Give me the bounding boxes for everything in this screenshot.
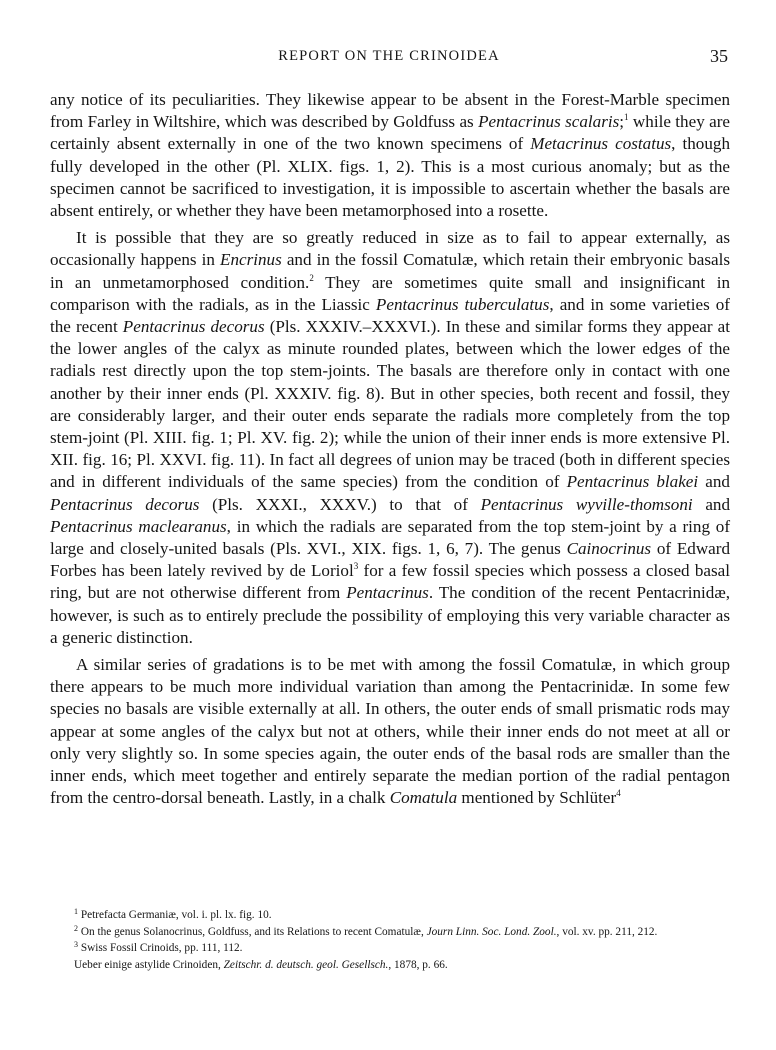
text-run: (Pls. XXXIV.–XXXVI.). In these and similar forms they appear at the lower angles of the calyx as minute rounded plates, between which the lower edges of the radials rest directly upon the top stem-joints. The basals are therefore only in contact with one another by their inner ends (Pl. XXXIV. fig. 8). But in other species, both recent and fossil, they are considerably larger, and their outer ends separate the radials more completely from the top stem-joint (Pl. XIII. fig. 1; Pl. XV. fig. 2); while the union of their inner ends is more extensive Pl. XII. fig. 16; Pl. XXVI. fig. 11). In fact all degrees of union may be traced (both in different species and in different individuals of the same species) from the condition of xyxy=(50,317,730,492)
taxon-name: Pentacrinus xyxy=(346,583,429,603)
text-run: (Pls. XXXI., XXXV.) to that of xyxy=(199,494,481,514)
text-run: for a few fossil species which possess a closed basal ring, but are not otherwise different from xyxy=(50,561,730,603)
text-run: , in which the radials are separated from the top stem-joint by a ring of large and closely-united basals (Pls. XVI., XIX. figs. 1, 6, 7). The genus xyxy=(50,516,731,559)
footnote-ref-3: 3 xyxy=(353,561,359,572)
text-run: , and in some varieties of the recent xyxy=(50,294,730,337)
journal-title: Journ Linn. Soc. Lond. Zool. xyxy=(426,925,557,938)
text-run: while they are certainly absent externally in one of the two known specimens of xyxy=(50,112,731,154)
text-run: mentioned by Schlüter xyxy=(457,788,617,808)
text-run: any notice of its peculiarities. They likewise appear to be absent in the Forest-Marble specimen from Farley in Wiltshire, which was described by Goldfuss as xyxy=(50,90,730,132)
body-text xyxy=(50,89,730,810)
text-run: A similar series of gradations is to be met with among the fossil Comatulæ, in which group there appears to be much more individual variation than among the Pentacrinidæ. In some few species no basals are visible externally at all. In others, the outer ends of small prismatic rods may appear at some angles of the calyx but not at others, while their inner ends do not meet at all or only very slightly so. In some species again, the outer ends of the basal rods are smaller than the inner ends, which meet together and entirely separate the median portion of the radial pentagon from the centro-dorsal beneath. Lastly, in a chalk xyxy=(50,655,730,808)
text-run: ; xyxy=(619,112,625,132)
footnote-mark: 2 xyxy=(74,923,78,933)
taxon-name: Pentacrinus tuberculatus xyxy=(375,294,550,314)
footnote-text: , vol. xv. pp. 211, 212. xyxy=(556,925,658,938)
paragraph-2 xyxy=(50,227,730,649)
taxon-name: Cainocrinus xyxy=(566,539,652,559)
footnote-mark: 1 xyxy=(74,907,78,916)
footnote-text: Petrefacta Germaniæ, vol. i. pl. lx. fig. 10. xyxy=(80,909,272,921)
text-run: and xyxy=(698,472,730,492)
taxon-name: Pentacrinus decorus xyxy=(50,494,200,514)
taxon-name: Metacrinus costatus xyxy=(530,134,672,154)
running-title: REPORT ON THE CRINOIDEA xyxy=(278,48,500,64)
taxon-name: Pentacrinus blakei xyxy=(566,472,699,492)
page-header xyxy=(50,46,728,68)
text-run: It is possible that they are so greatly reduced in size as to fail to appear externally, as occasionally happens in xyxy=(50,228,730,270)
taxon-name: Pentacrinus wyville-thomsoni xyxy=(480,494,693,514)
paragraph-1 xyxy=(50,89,730,222)
taxon-name: Comatula xyxy=(389,788,458,808)
text-run: and xyxy=(692,494,731,514)
footnote-text: Swiss Fossil Crinoids, pp. 111, 112. xyxy=(80,942,243,955)
footnote-text: , 1878, p. 66. xyxy=(388,958,448,971)
footnote-ref-4: 4 xyxy=(616,788,621,799)
footnote-2 xyxy=(60,924,728,941)
footnote-mark: 3 xyxy=(74,940,78,950)
text-run: and in the fossil Comatulæ, which retain their embryonic basals in an unmetamorphosed condition. xyxy=(50,250,730,292)
paragraph-3 xyxy=(50,654,730,809)
footnotes xyxy=(60,907,728,973)
taxon-name: Encrinus xyxy=(220,250,282,270)
footnote-3 xyxy=(60,940,728,957)
taxon-name: Pentacrinus decorus xyxy=(122,317,265,337)
footnote-1 xyxy=(60,907,728,924)
footnote-ref-1: 1 xyxy=(624,112,629,123)
text-run: . The condition of the recent Pentacrinidæ, however, is such as to entirely preclude the possibility of employing this very variable character as a generic distinction. xyxy=(50,583,730,647)
footnote-text: On the genus Solanocrinus, Goldfuss, and its Relations to recent Comatulæ, xyxy=(80,925,427,938)
footnote-ref-2: 2 xyxy=(309,272,314,283)
taxon-name: Pentacrinus maclearanus xyxy=(50,516,227,536)
text-run: of Edward Forbes has been lately revived by de Loriol xyxy=(50,539,730,581)
footnote-4 xyxy=(60,957,728,974)
text-run: , though fully developed in the other (Pl. XLIX. figs. 1, 2). This is a most curious anomaly; but as the specimen cannot be sacrificed to investigation, it is impossible to ascertain whether the basals are absent entirely, or whether they have been metamorphosed into a rosette. xyxy=(50,134,730,221)
taxon-name: Pentacrinus scalaris xyxy=(478,112,620,132)
journal-title: Zeitschr. d. deutsch. geol. Gesellsch. xyxy=(223,958,389,971)
text-run: They are sometimes quite small and insignificant in comparison with the radials, as in the Liassic xyxy=(50,272,730,314)
footnote-text: Ueber einige astylide Crinoiden, xyxy=(74,958,224,971)
page-number: 35 xyxy=(710,46,728,66)
